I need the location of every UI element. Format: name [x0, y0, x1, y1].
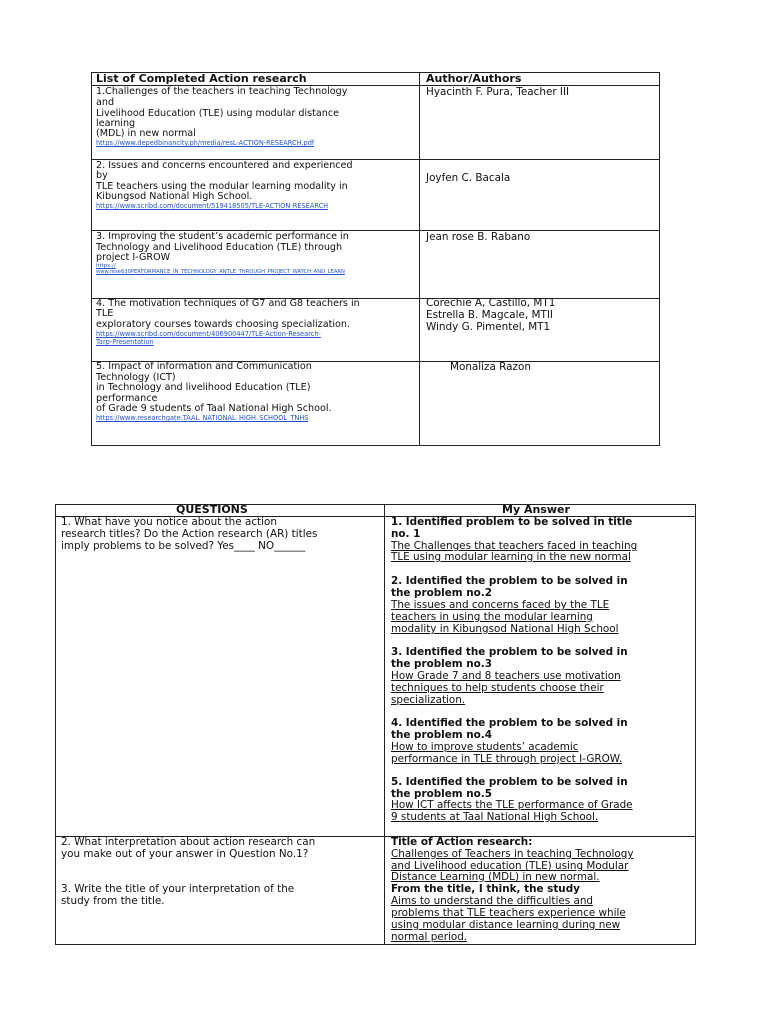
title-text: and Livelihood education (TLE) using Modular	[391, 860, 629, 872]
question-line: study from the title.	[61, 895, 165, 907]
answer-text: techniques to help students choose their	[391, 682, 604, 694]
interpretation-text: normal period.	[391, 931, 468, 943]
research-author: Monaliza Razon	[450, 361, 531, 373]
answer-heading: the problem no.3	[391, 658, 492, 670]
research-source-link[interactable]: https://	[96, 263, 116, 269]
answer-heading: 3. Identified the problem to be solved in	[391, 646, 628, 658]
research-author: Corechie A, Castillo, MT1	[426, 297, 556, 309]
answer-text: How to improve students’ academic	[391, 741, 579, 753]
research-title-line: TLE	[96, 308, 114, 319]
research-title-line: by	[96, 170, 108, 181]
research-title-line: project I-GROW	[96, 252, 171, 263]
answer-heading: no. 1	[391, 528, 421, 540]
answer-text: performance in TLE through project I-GROW.	[391, 753, 623, 765]
research-title-line: Kibungsod National High School.	[96, 191, 253, 202]
research-title-line: 3. Improving the student’s academic performance in	[96, 231, 349, 242]
research-source-link[interactable]: https://www.researchgate.TAAL_NATIONAL_HIGH_SCHOOL_TNHS	[96, 414, 309, 422]
answer-heading: 4. Identified the problem to be solved in	[391, 717, 628, 729]
answer-text: The issues and concerns faced by the TLE	[391, 599, 610, 611]
research-title-line: 2. Issues and concerns encountered and experienced	[96, 160, 353, 171]
research-author: Jean rose B. Rabano	[426, 231, 531, 243]
research-title-line: learning	[96, 118, 136, 129]
research-title-line: 1.Challenges of the teachers in teaching Technology	[96, 86, 348, 97]
interpretation-text: problems that TLE teachers experience while	[391, 907, 626, 919]
question-line: 2. What interpretation about action research can	[61, 836, 316, 848]
research-source-link[interactable]: www.rese630PERFORMANCE_IN_TECHNOLOGY_ANTLE_THROUGH_PROJECT_WATCH_AND_LEARN	[96, 269, 345, 275]
research-title-line: Technology and Livelihood Education (TLE) through	[96, 242, 343, 253]
research-source-link[interactable]: Tarp-Presentation	[96, 338, 154, 346]
research-title-line: 4. The motivation techniques of G7 and G8 teachers in	[96, 298, 360, 309]
title-text: Distance Learning (MDL) in new normal.	[391, 871, 600, 883]
interpretation-text: Aims to understand the difficulties and	[391, 895, 594, 907]
research-title-line: (MDL) in new normal	[96, 128, 196, 139]
research-source-link[interactable]: https://www.depedbinancity.ph/media/resL-ACTION-RESEARCH.pdf	[96, 139, 315, 147]
interpretation-label: From the title, I think, the study	[391, 883, 580, 895]
answer-heading: 1. Identified problem to be solved in title	[391, 516, 633, 528]
answer-text: 9 students at Taal National High School.	[391, 811, 599, 823]
research-author: Hyacinth F. Pura, Teacher III	[426, 86, 570, 98]
answer-text: How ICT affects the TLE performance of Grade	[391, 799, 633, 811]
research-title-line: TLE teachers using the modular learning modality in	[96, 181, 348, 192]
question-line: research titles? Do the Action research (AR) titles	[61, 528, 318, 540]
question-line: 3. Write the title of your interpretation of the	[61, 883, 295, 895]
authors-column-header: Author/Authors	[426, 72, 522, 85]
title-label: Title of Action research:	[391, 836, 533, 848]
answer-heading: 5. Identified the problem to be solved in	[391, 776, 628, 788]
research-title-line: performance	[96, 393, 158, 404]
question-line: you make out of your answer in Question No.1?	[61, 848, 309, 860]
answer-heading: 2. Identified the problem to be solved in	[391, 575, 628, 587]
research-author: Joyfen C. Bacala	[426, 172, 511, 184]
title-text: Challenges of Teachers in teaching Technology	[391, 848, 634, 860]
question-line: imply problems to be solved? Yes____ NO______	[61, 540, 306, 552]
research-title-line: in Technology and livelihood Education (TLE)	[96, 382, 311, 393]
answer-heading: the problem no.5	[391, 788, 492, 800]
questions-column-header: QUESTIONS	[176, 503, 248, 516]
answer-text: modality in Kibungsod National High School	[391, 623, 619, 635]
answer-heading: the problem no.2	[391, 587, 492, 599]
answer-text: teachers in using the modular learning	[391, 611, 593, 623]
question-line: 1. What have you notice about the action	[61, 516, 277, 528]
research-author: Estrella B. Magcale, MTII	[426, 309, 554, 321]
research-source-link[interactable]: https://www.scribd.com/document/406900447/TLE-Action-Research-	[96, 330, 321, 338]
research-title-line: of Grade 9 students of Taal National High School.	[96, 403, 332, 414]
answer-text: The Challenges that teachers faced in teaching	[391, 540, 638, 552]
answer-column-header: My Answer	[502, 503, 570, 516]
research-author: Windy G. Pimentel, MT1	[426, 321, 551, 333]
research-title-line: Livelihood Education (TLE) using modular distance	[96, 108, 340, 119]
answer-text: How Grade 7 and 8 teachers use motivation	[391, 670, 621, 682]
research-title-line: 5. Impact of information and Communication	[96, 361, 312, 372]
research-title-line: and	[96, 97, 115, 108]
answer-text: TLE using modular learning in the new normal	[391, 551, 631, 563]
interpretation-text: using modular distance learning during new	[391, 919, 621, 931]
research-title-line: Technology (ICT)	[96, 372, 176, 383]
research-column-header: List of Completed Action research	[96, 72, 307, 85]
answer-heading: the problem no.4	[391, 729, 492, 741]
research-source-link[interactable]: https://www.scribd.com/document/519418505/TLE-ACTION-RESEARCH	[96, 202, 329, 210]
answer-text: specialization.	[391, 694, 466, 706]
research-title-line: exploratory courses towards choosing specialization.	[96, 319, 351, 330]
